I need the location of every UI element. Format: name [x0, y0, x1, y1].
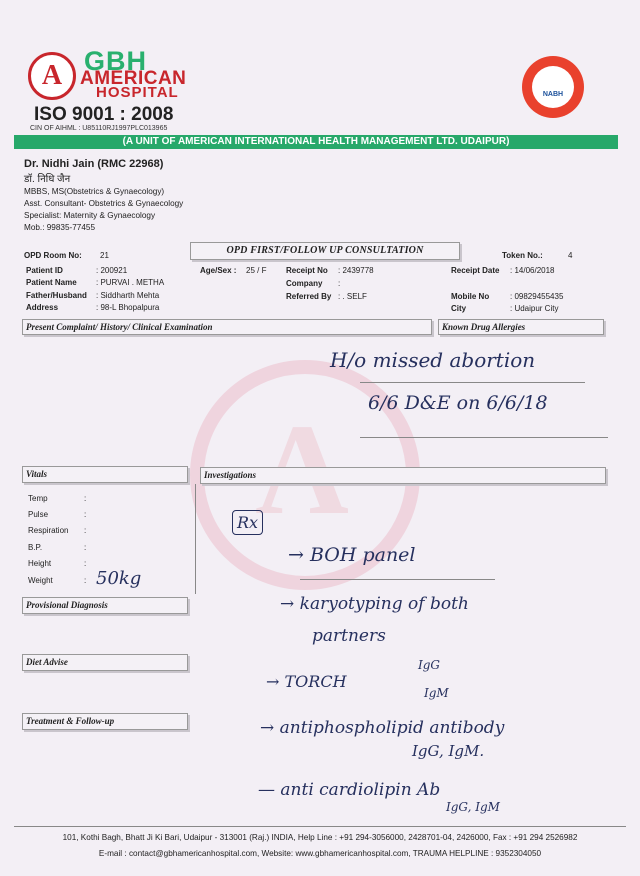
opd-room-value: 21	[100, 251, 109, 260]
nabh-seal-icon	[522, 56, 584, 118]
allergies-heading: Known Drug Allergies	[438, 319, 604, 335]
referred-value: : . SELF	[338, 292, 367, 301]
investigation-torch: → TORCH	[266, 672, 347, 691]
brand-american: AMERICAN	[80, 68, 187, 89]
underline	[360, 437, 608, 438]
doctor-designation: Asst. Consultant- Obstetrics & Gynaecology	[24, 199, 184, 208]
receipt-date-value: : 14/06/2018	[510, 266, 555, 275]
footer-contact: E-mail : contact@gbhamericanhospital.com, Website: www.gbhamericanhospital.com, TRAUMA HELPLINE : 9352304050	[98, 849, 542, 858]
diet-heading: Diet Advise	[22, 654, 188, 671]
patient-id-value: : 200921	[96, 266, 128, 275]
agesex-label: Age/Sex :	[200, 266, 237, 275]
vital-colon: :	[84, 559, 87, 568]
cin-number: CIN OF AIHML : U85110RJ1997PLC013965	[30, 125, 168, 132]
complaint-heading: Present Complaint/ History/ Clinical Examination	[22, 319, 432, 335]
doctor-qualification: MBBS, MS(Obstetrics & Gynaecology)	[24, 187, 165, 196]
unit-banner: (A UNIT OF AMERICAN INTERNATIONAL HEALTH MANAGEMENT LTD. UDAIPUR)	[14, 135, 618, 149]
investigation-antiphospholipid: → antiphospholipid antibody	[260, 718, 505, 738]
vital-colon: :	[84, 543, 87, 552]
doctor-specialist: Specialist: Maternity & Gynaecology	[24, 211, 156, 220]
token-label: Token No.:	[502, 251, 543, 260]
vitals-heading: Vitals	[22, 466, 188, 483]
vitals-divider	[195, 484, 196, 594]
anticardiolipin-igg-igm: IgG, IgM	[446, 800, 500, 814]
vital-bp-label: B.P.	[28, 543, 43, 552]
city-value: : Udaipur City	[510, 304, 559, 313]
receipt-date-label: Receipt Date	[451, 266, 500, 275]
vital-height-label: Height	[28, 559, 52, 568]
torch-igm: IgM	[424, 686, 449, 700]
city-label: City	[451, 304, 467, 313]
vital-colon: :	[84, 526, 87, 535]
receipt-label: Receipt No	[286, 266, 328, 275]
footer-divider	[14, 826, 626, 827]
hospital-logo-icon: A	[28, 52, 76, 100]
investigation-anticardiolipin: — anti cardiolipin Ab	[258, 780, 441, 800]
history-line-2: 6/6 D&E on 6/6/18	[368, 392, 548, 414]
patient-id-label: Patient ID	[26, 266, 63, 275]
vital-colon: :	[84, 576, 87, 585]
footer-address: 101, Kothi Bagh, Bhatt Ji Ki Bari, Udaipur - 313001 (Raj.) INDIA, Help Line : +91 294-3056000, 2428701-04, 2426000, Fax : +91 294 2526982	[62, 833, 578, 842]
antiphospholipid-igg-igm: IgG, IgM.	[412, 742, 485, 760]
father-value: : Siddharth Mehta	[96, 291, 160, 300]
brand-hospital: HOSPITAL	[96, 84, 179, 101]
history-line-1: H/o missed abortion	[330, 348, 536, 372]
patient-name-label: Patient Name	[26, 278, 77, 287]
doctor-mobile: Mob.: 99835-77455	[24, 223, 96, 232]
investigation-boh-panel: → BOH panel	[288, 544, 416, 566]
doctor-name: Dr. Nidhi Jain (RMC 22968)	[24, 158, 164, 170]
rx-symbol: Rx	[232, 510, 263, 535]
address-label: Address	[26, 303, 59, 312]
address-value: : 98-L Bhopalpura	[96, 303, 160, 312]
brand-gbh: GBH	[84, 46, 147, 76]
receipt-value: : 2439778	[338, 266, 374, 275]
provisional-heading: Provisional Diagnosis	[22, 597, 188, 614]
vital-colon: :	[84, 510, 87, 519]
torch-igg: IgG	[418, 658, 441, 672]
opd-room-label: OPD Room No:	[24, 251, 82, 260]
underline	[360, 382, 585, 383]
investigation-karyotyping-cont: partners	[312, 626, 386, 646]
investigation-karyotyping: → karyotyping of both	[280, 594, 469, 614]
opd-title: OPD FIRST/FOLLOW UP CONSULTATION	[190, 242, 460, 260]
vital-temp-label: Temp	[28, 494, 48, 503]
vital-pulse-label: Pulse	[28, 510, 49, 519]
vital-colon: :	[84, 494, 87, 503]
iso-certification: ISO 9001 : 2008	[34, 104, 174, 125]
patient-name-value: : PURVAI . METHA	[96, 278, 165, 287]
mobile-value: : 09829455435	[510, 292, 564, 301]
referred-label: Referred By	[286, 292, 332, 301]
company-value: :	[338, 279, 341, 288]
investigations-heading: Investigations	[200, 467, 606, 484]
father-label: Father/Husband	[26, 291, 87, 300]
doctor-name-hindi: डॉ. निधि जैन	[24, 174, 71, 185]
weight-handwritten: 50kg	[96, 568, 142, 589]
mobile-label: Mobile No	[451, 292, 490, 301]
vital-respiration-label: Respiration	[28, 526, 69, 535]
agesex-value: 25 / F	[246, 266, 267, 275]
vital-weight-label: Weight	[28, 576, 53, 585]
nabh-label: NABH	[542, 90, 564, 98]
treatment-heading: Treatment & Follow-up	[22, 713, 188, 730]
underline	[300, 579, 495, 580]
token-value: 4	[568, 251, 573, 260]
company-label: Company	[286, 279, 323, 288]
